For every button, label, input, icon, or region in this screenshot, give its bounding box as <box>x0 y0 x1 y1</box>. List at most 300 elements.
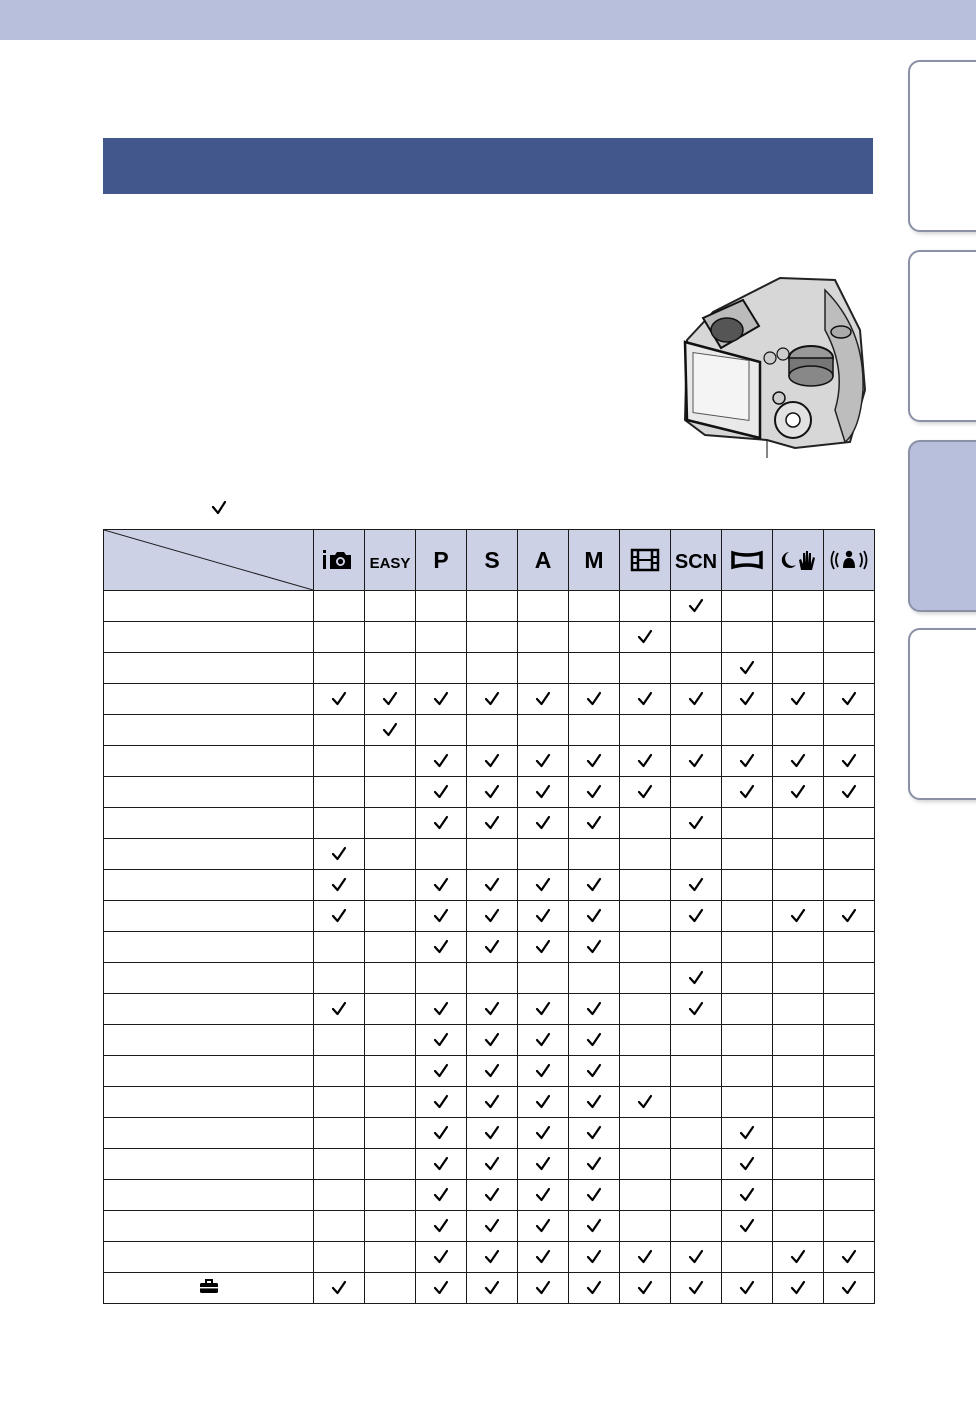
table-cell <box>518 963 569 994</box>
check-mark-icon <box>534 1094 552 1110</box>
table-cell <box>671 1087 722 1118</box>
table-cell <box>824 622 875 653</box>
check-mark-icon <box>687 970 705 986</box>
table-cell <box>824 1273 875 1304</box>
table-cell <box>467 994 518 1025</box>
table-cell <box>518 808 569 839</box>
table-cell <box>569 746 620 777</box>
table-cell <box>314 1273 365 1304</box>
row-label-cell <box>104 932 314 963</box>
table-cell <box>620 1242 671 1273</box>
row-label-cell <box>104 1056 314 1087</box>
check-mark-icon <box>330 908 348 924</box>
check-mark-icon <box>636 691 654 707</box>
table-cell <box>722 870 773 901</box>
check-mark-icon <box>534 815 552 831</box>
table-cell <box>416 1273 467 1304</box>
check-mark-icon <box>432 1218 450 1234</box>
table-cell <box>314 1242 365 1273</box>
table-cell <box>314 684 365 715</box>
side-tab-4[interactable] <box>908 628 976 800</box>
table-cell <box>569 777 620 808</box>
table-cell <box>416 1118 467 1149</box>
check-mark-icon <box>585 784 603 800</box>
table-cell <box>518 1180 569 1211</box>
table-cell <box>569 591 620 622</box>
table-cell <box>824 591 875 622</box>
table-cell <box>314 1025 365 1056</box>
table-cell <box>365 622 416 653</box>
table-cell <box>671 1242 722 1273</box>
table-cell <box>722 1149 773 1180</box>
table-cell <box>824 715 875 746</box>
table-cell <box>773 715 824 746</box>
movie-film-icon <box>624 546 666 574</box>
table-cell <box>824 1056 875 1087</box>
table-cell <box>518 622 569 653</box>
table-cell <box>671 1273 722 1304</box>
check-mark-icon <box>483 1063 501 1079</box>
row-label-cell <box>104 777 314 808</box>
check-mark-icon <box>432 1032 450 1048</box>
table-cell <box>824 1025 875 1056</box>
check-mark-icon <box>330 877 348 893</box>
side-tab-2[interactable] <box>908 250 976 422</box>
check-mark-icon <box>432 784 450 800</box>
row-label-cell <box>104 1025 314 1056</box>
check-mark-icon <box>636 1249 654 1265</box>
table-cell <box>314 1087 365 1118</box>
check-mark-icon <box>483 877 501 893</box>
check-mark-icon <box>534 877 552 893</box>
table-cell <box>467 777 518 808</box>
table-cell <box>824 994 875 1025</box>
check-mark-icon <box>789 1249 807 1265</box>
table-cell <box>620 932 671 963</box>
table-cell <box>671 839 722 870</box>
table-row <box>104 1087 875 1118</box>
table-cell <box>620 746 671 777</box>
check-mark-icon <box>330 1001 348 1017</box>
check-mark-icon <box>209 500 229 516</box>
table-cell <box>467 715 518 746</box>
table-cell <box>620 1273 671 1304</box>
column-header <box>773 530 824 591</box>
check-mark-icon <box>432 1187 450 1203</box>
table-cell <box>365 1087 416 1118</box>
table-row <box>104 591 875 622</box>
check-mark-icon <box>585 691 603 707</box>
check-mark-icon <box>534 784 552 800</box>
row-label-cell <box>104 839 314 870</box>
table-cell <box>365 870 416 901</box>
check-mark-icon <box>432 815 450 831</box>
check-mark-icon <box>636 629 654 645</box>
check-mark-icon <box>432 691 450 707</box>
table-cell <box>722 901 773 932</box>
check-mark-icon <box>636 1094 654 1110</box>
table-cell <box>773 622 824 653</box>
table-cell <box>569 932 620 963</box>
table-cell <box>365 653 416 684</box>
table-cell <box>671 1025 722 1056</box>
table-cell <box>620 1087 671 1118</box>
check-mark-icon <box>738 691 756 707</box>
table-cell <box>671 963 722 994</box>
table-cell <box>773 963 824 994</box>
check-mark-icon <box>585 908 603 924</box>
table-cell <box>773 1056 824 1087</box>
table-cell <box>773 1273 824 1304</box>
table-cell <box>314 870 365 901</box>
table-cell <box>314 1118 365 1149</box>
row-label-cell <box>104 653 314 684</box>
table-cell <box>773 808 824 839</box>
check-mark-icon <box>687 908 705 924</box>
table-cell <box>416 653 467 684</box>
table-cell <box>416 1211 467 1242</box>
check-mark-icon <box>840 753 858 769</box>
table-cell <box>467 1180 518 1211</box>
table-cell <box>518 653 569 684</box>
table-cell <box>518 1056 569 1087</box>
table-cell <box>314 808 365 839</box>
check-mark-icon <box>687 598 705 614</box>
table-cell <box>314 777 365 808</box>
table-cell <box>569 653 620 684</box>
table-cell <box>671 591 722 622</box>
row-label-cell <box>104 591 314 622</box>
table-cell <box>569 622 620 653</box>
svg-text:P: P <box>433 547 449 573</box>
table-cell <box>773 1025 824 1056</box>
table-cell <box>824 963 875 994</box>
check-mark-icon <box>432 1125 450 1141</box>
row-label-cell <box>104 1273 314 1304</box>
row-label-cell <box>104 1242 314 1273</box>
column-header <box>722 530 773 591</box>
table-cell <box>671 622 722 653</box>
table-cell <box>620 622 671 653</box>
table-row <box>104 1180 875 1211</box>
column-header <box>569 530 620 591</box>
table-header-row <box>104 530 875 591</box>
table-body <box>104 591 875 1304</box>
check-mark-icon <box>483 1218 501 1234</box>
table-cell <box>365 808 416 839</box>
intelligent-auto-icon <box>318 546 360 574</box>
check-mark-icon <box>483 1156 501 1172</box>
table-cell <box>671 901 722 932</box>
table-cell <box>365 715 416 746</box>
side-tab-1[interactable] <box>908 60 976 232</box>
table-cell <box>416 963 467 994</box>
table-cell <box>671 870 722 901</box>
table-cell <box>620 839 671 870</box>
check-mark-icon <box>534 1063 552 1079</box>
table-cell <box>365 1056 416 1087</box>
check-mark-icon <box>687 753 705 769</box>
table-cell <box>722 994 773 1025</box>
table-cell <box>467 1242 518 1273</box>
table-cell <box>314 746 365 777</box>
table-cell <box>365 901 416 932</box>
table-cell <box>671 994 722 1025</box>
table-cell <box>518 684 569 715</box>
table-cell <box>722 1118 773 1149</box>
table-row <box>104 1211 875 1242</box>
table-cell <box>518 932 569 963</box>
table-cell <box>314 715 365 746</box>
check-mark-icon <box>534 939 552 955</box>
check-mark-icon <box>687 1280 705 1296</box>
table-cell <box>620 963 671 994</box>
table-cell <box>722 1087 773 1118</box>
row-label-cell <box>104 1118 314 1149</box>
table-cell <box>518 746 569 777</box>
table-cell <box>416 746 467 777</box>
table-cell <box>467 1025 518 1056</box>
check-mark-icon <box>789 908 807 924</box>
column-header <box>518 530 569 591</box>
check-mark-icon <box>432 1249 450 1265</box>
table-cell <box>569 994 620 1025</box>
table-cell <box>569 1087 620 1118</box>
svg-text:EASY: EASY <box>369 555 411 572</box>
table-cell <box>773 746 824 777</box>
table-cell <box>467 901 518 932</box>
check-mark-icon <box>840 691 858 707</box>
table-cell <box>620 1056 671 1087</box>
table-cell <box>569 684 620 715</box>
table-cell <box>314 901 365 932</box>
row-label-cell <box>104 1087 314 1118</box>
table-cell <box>620 994 671 1025</box>
check-mark-icon <box>585 1218 603 1234</box>
table-cell <box>518 901 569 932</box>
table-cell <box>365 1180 416 1211</box>
table-cell <box>314 591 365 622</box>
check-mark-icon <box>585 877 603 893</box>
table-row <box>104 839 875 870</box>
table-cell <box>671 1149 722 1180</box>
table-row <box>104 963 875 994</box>
table-cell <box>467 1087 518 1118</box>
table-cell <box>416 901 467 932</box>
table-cell <box>569 1242 620 1273</box>
top-band <box>0 0 976 40</box>
check-mark-icon <box>738 1218 756 1234</box>
table-row <box>104 870 875 901</box>
check-mark-icon <box>483 1094 501 1110</box>
table-cell <box>518 870 569 901</box>
table-cell <box>518 1025 569 1056</box>
table-cell <box>416 1025 467 1056</box>
table-cell <box>314 1056 365 1087</box>
table-cell <box>722 1056 773 1087</box>
table-cell <box>824 777 875 808</box>
table-cell <box>722 1242 773 1273</box>
table-cell <box>569 808 620 839</box>
check-mark-icon <box>483 784 501 800</box>
table-cell <box>620 1025 671 1056</box>
check-mark-icon <box>330 1280 348 1296</box>
table-cell <box>722 653 773 684</box>
table-cell <box>518 1118 569 1149</box>
table-cell <box>467 1149 518 1180</box>
check-mark-icon <box>738 753 756 769</box>
check-mark-icon <box>432 1280 450 1296</box>
check-mark-icon <box>483 1001 501 1017</box>
check-mark-icon <box>432 1063 450 1079</box>
row-label-cell <box>104 1149 314 1180</box>
check-mark-icon <box>432 908 450 924</box>
check-mark-icon <box>432 939 450 955</box>
check-mark-icon <box>585 939 603 955</box>
table-cell <box>314 994 365 1025</box>
table-cell <box>620 808 671 839</box>
table-cell <box>416 591 467 622</box>
table-cell <box>773 684 824 715</box>
table-cell <box>314 653 365 684</box>
table-row <box>104 746 875 777</box>
table-cell <box>416 715 467 746</box>
table-cell <box>365 777 416 808</box>
table-row <box>104 653 875 684</box>
row-label-cell <box>104 901 314 932</box>
check-mark-icon <box>738 784 756 800</box>
table-cell <box>620 901 671 932</box>
table-cell <box>569 839 620 870</box>
table-cell <box>569 1056 620 1087</box>
table-cell <box>671 1180 722 1211</box>
check-mark-icon <box>687 877 705 893</box>
check-mark-icon <box>585 815 603 831</box>
table-cell <box>773 1211 824 1242</box>
table-cell <box>467 746 518 777</box>
table-cell <box>824 1087 875 1118</box>
check-mark-icon <box>585 1280 603 1296</box>
table-cell <box>518 715 569 746</box>
row-label-cell <box>104 746 314 777</box>
table-cell <box>365 1118 416 1149</box>
table-cell <box>467 839 518 870</box>
check-mark-icon <box>432 877 450 893</box>
column-header <box>620 530 671 591</box>
table-cell <box>722 963 773 994</box>
check-mark-icon <box>840 908 858 924</box>
table-cell <box>467 1056 518 1087</box>
svg-text:A: A <box>534 547 552 573</box>
table-cell <box>722 1211 773 1242</box>
table-cell <box>365 839 416 870</box>
table-cell <box>518 591 569 622</box>
check-mark-icon <box>483 753 501 769</box>
check-mark-icon <box>483 1032 501 1048</box>
table-cell <box>416 777 467 808</box>
check-mark-icon <box>534 908 552 924</box>
table-cell <box>824 1211 875 1242</box>
check-mark-icon <box>534 1280 552 1296</box>
table-cell <box>722 684 773 715</box>
check-mark-icon <box>534 1187 552 1203</box>
table-cell <box>773 839 824 870</box>
table-row <box>104 777 875 808</box>
check-mark-icon <box>483 908 501 924</box>
check-mark-icon <box>483 815 501 831</box>
table-cell <box>365 1025 416 1056</box>
check-mark-icon <box>585 1001 603 1017</box>
table-cell <box>824 684 875 715</box>
check-mark-icon <box>789 691 807 707</box>
shutter-priority-icon <box>471 546 513 574</box>
column-header <box>314 530 365 591</box>
side-tab-3[interactable] <box>908 440 976 612</box>
check-mark-icon <box>687 691 705 707</box>
column-header <box>365 530 416 591</box>
table-row <box>104 1273 875 1304</box>
table-cell <box>824 839 875 870</box>
table-cell <box>824 746 875 777</box>
check-mark-icon <box>840 1280 858 1296</box>
table-cell <box>671 684 722 715</box>
table-row <box>104 808 875 839</box>
check-mark-icon <box>585 1094 603 1110</box>
table-cell <box>467 932 518 963</box>
check-mark-icon <box>534 753 552 769</box>
table-cell <box>569 963 620 994</box>
check-mark-icon <box>381 691 399 707</box>
check-mark-icon <box>585 1156 603 1172</box>
table-cell <box>365 1242 416 1273</box>
table-cell <box>671 1118 722 1149</box>
table-cell <box>620 653 671 684</box>
check-mark-icon <box>636 1280 654 1296</box>
table-cell <box>824 1242 875 1273</box>
table-cell <box>722 591 773 622</box>
table-row <box>104 1149 875 1180</box>
table-cell <box>773 653 824 684</box>
row-label-cell <box>104 715 314 746</box>
check-mark-icon <box>789 784 807 800</box>
table-row <box>104 684 875 715</box>
table-cell <box>722 1025 773 1056</box>
table-cell <box>773 1087 824 1118</box>
table-cell <box>518 1087 569 1118</box>
check-mark-icon <box>585 1249 603 1265</box>
table-row <box>104 901 875 932</box>
table-cell <box>416 1087 467 1118</box>
table-row <box>104 994 875 1025</box>
table-cell <box>467 591 518 622</box>
column-header <box>671 530 722 591</box>
check-mark-icon <box>585 753 603 769</box>
table-cell <box>620 1149 671 1180</box>
table-row <box>104 932 875 963</box>
table-cell <box>824 1180 875 1211</box>
table-row <box>104 715 875 746</box>
table-corner-cell <box>104 530 314 591</box>
table-cell <box>773 932 824 963</box>
table-cell <box>722 715 773 746</box>
table-cell <box>671 715 722 746</box>
table-cell <box>518 777 569 808</box>
table-cell <box>365 963 416 994</box>
check-mark-icon <box>483 1280 501 1296</box>
table-cell <box>314 932 365 963</box>
table-cell <box>365 932 416 963</box>
table-cell <box>365 591 416 622</box>
